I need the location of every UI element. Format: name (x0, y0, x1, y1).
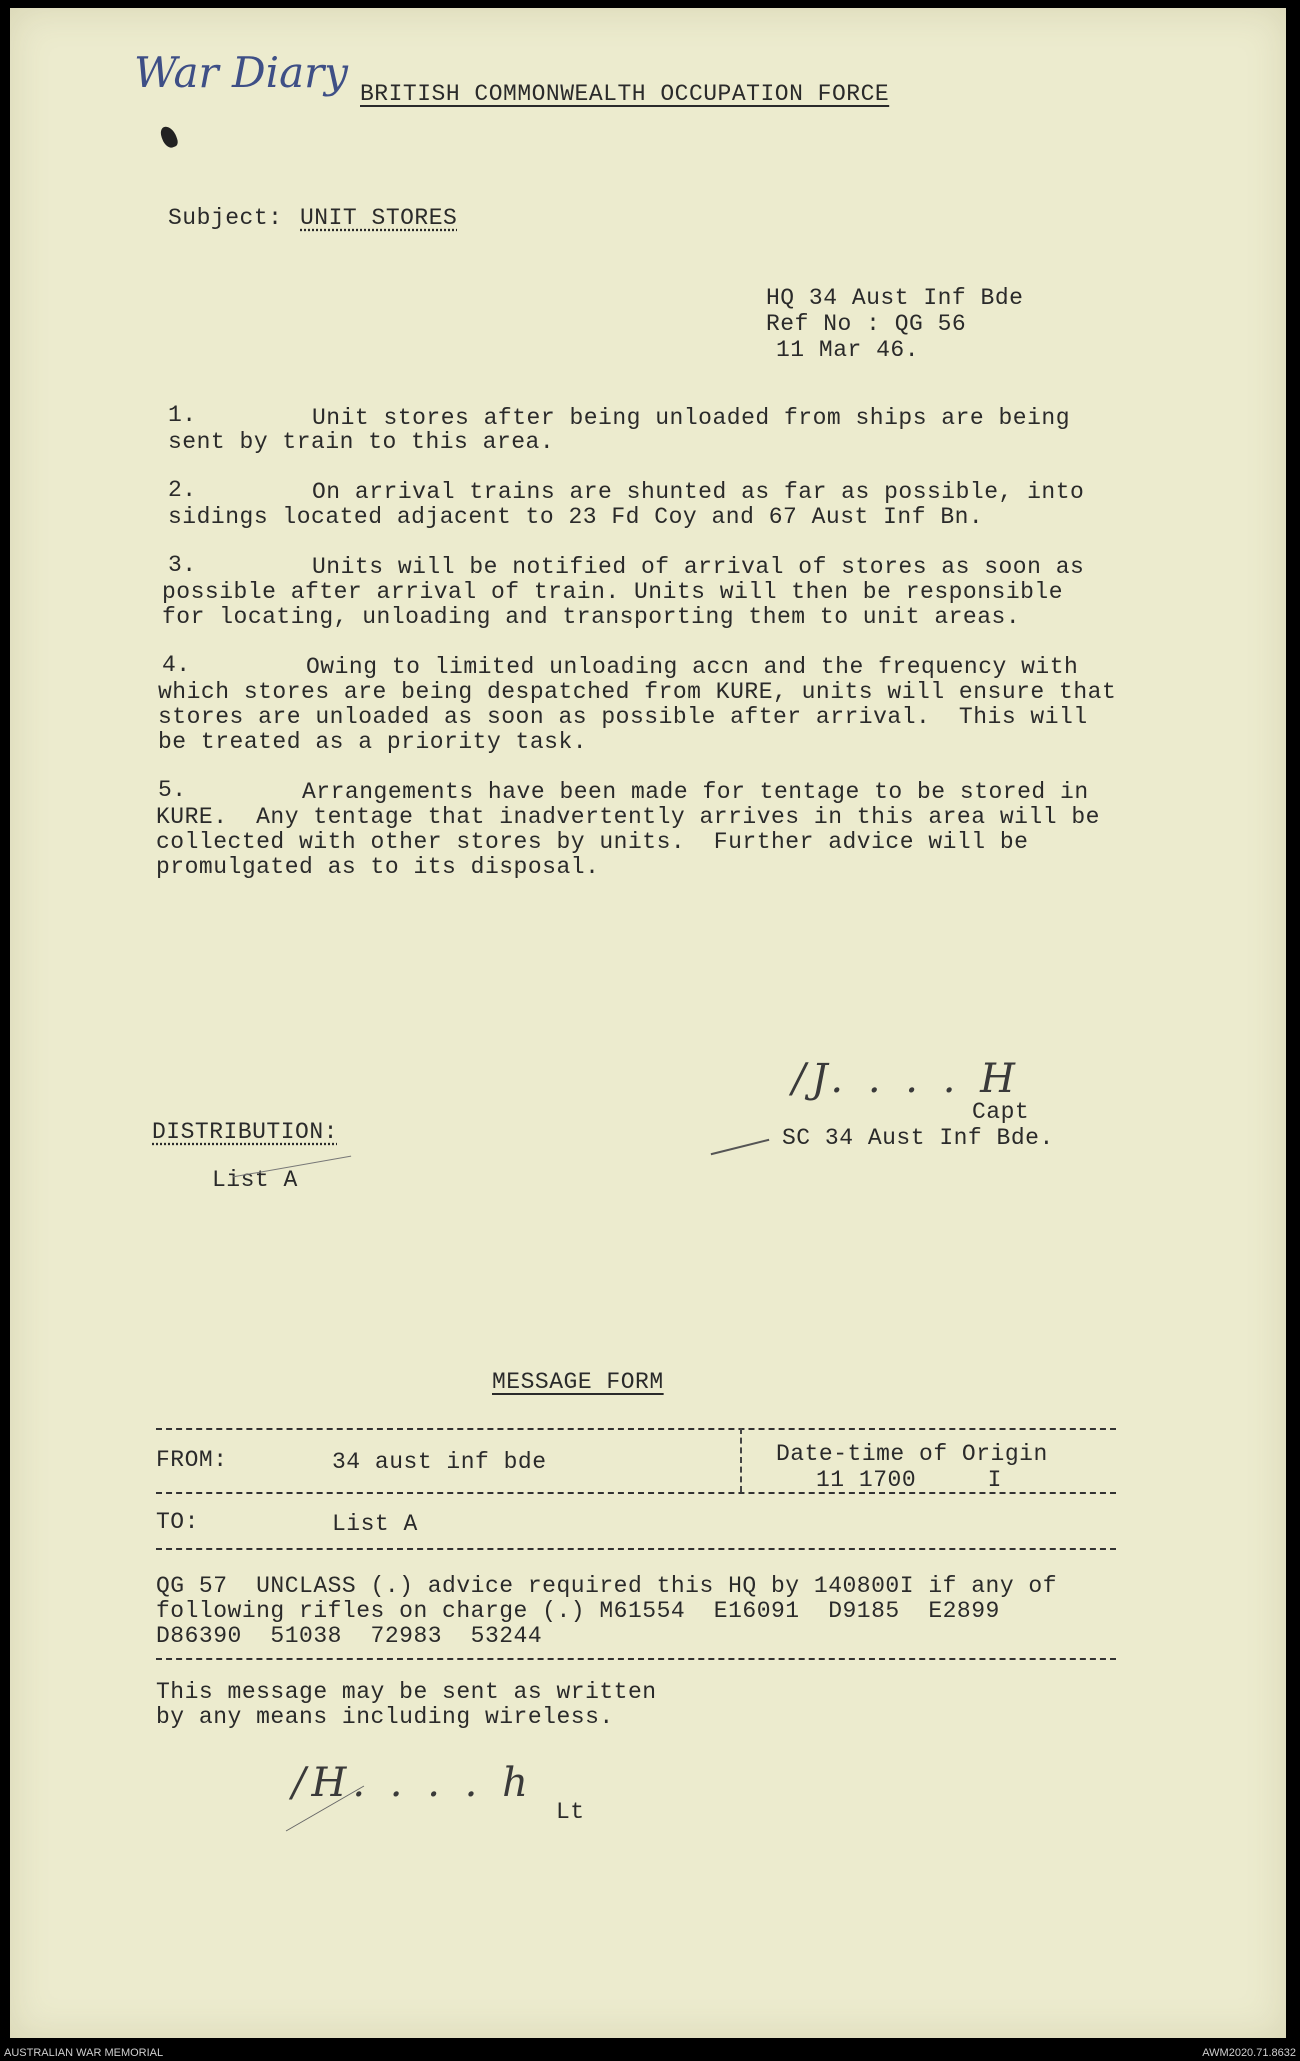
distribution-list: List A (212, 1167, 298, 1193)
paragraph-number: 2. (168, 477, 197, 503)
form-rule-middle (156, 1492, 1116, 1494)
ink-blot (159, 124, 180, 149)
paragraph-number: 5. (158, 777, 187, 803)
paragraph-number: 1. (168, 402, 197, 428)
paragraph-line: Unit stores after being unloaded from ships are being (312, 405, 1071, 431)
transmission-note-line: This message may be sent as written (156, 1679, 657, 1705)
footer-institution: AUSTRALIAN WAR MEMORIAL (4, 2047, 164, 2059)
lieutenant-rank: Lt (556, 1799, 585, 1825)
paragraph-line: Units will be notified of arrival of stores as soon as (312, 554, 1085, 580)
subject-value: UNIT STORES (300, 205, 458, 231)
message-body-line: following rifles on charge (.) M61554 E16091 D9185 E2899 (156, 1598, 1000, 1624)
paragraph-line: promulgated as to its disposal. (156, 854, 600, 880)
paragraph-number: 4. (162, 652, 191, 678)
signer-rank: Capt (972, 1099, 1030, 1125)
captain-signature: /J. . . . H (792, 1056, 1022, 1102)
dtg-value: 11 1700 I (816, 1467, 1002, 1493)
subject-label: Subject: (168, 205, 283, 231)
paragraph-line: for locating, unloading and transporting them to unit areas. (162, 604, 1021, 630)
transmission-note-line: by any means including wireless. (156, 1704, 614, 1730)
paragraph-line: stores are unloaded as soon as possible after arrival. This will (158, 704, 1088, 730)
from-label: FROM: (156, 1447, 228, 1473)
handwritten-annotation: War Diary (134, 48, 348, 97)
document-page (10, 8, 1286, 2038)
hq-reference: HQ 34 Aust Inf Bde (766, 285, 1024, 311)
paragraph-line: Owing to limited unloading accn and the frequency with (306, 654, 1079, 680)
footer-accession-number: AWM2020.71.8632 (1202, 2047, 1296, 2059)
message-body-line: QG 57 UNCLASS (.) advice required this HQ by 140800I if any of (156, 1573, 1058, 1599)
paragraph-line: KURE. Any tentage that inadvertently arrives in this area will be (156, 804, 1100, 830)
pen-mark (711, 1139, 770, 1155)
to-value: List A (332, 1511, 418, 1537)
paragraph-line: sidings located adjacent to 23 Fd Coy and 67 Aust Inf Bn. (168, 504, 984, 530)
dtg-label: Date-time of Origin (776, 1441, 1048, 1467)
paragraph-line: possible after arrival of train. Units will then be responsible (162, 579, 1064, 605)
paragraph-line: sent by train to this area. (168, 429, 555, 455)
form-rule-top (156, 1428, 1116, 1430)
distribution-label: DISTRIBUTION: (152, 1119, 338, 1145)
to-label: TO: (156, 1509, 199, 1535)
from-value: 34 aust inf bde (332, 1449, 547, 1475)
paragraph-line: which stores are being despatched from KURE, units will ensure that (158, 679, 1117, 705)
form-rule-lower (156, 1548, 1116, 1550)
document-date: 11 Mar 46. (776, 337, 920, 363)
paragraph-line: Arrangements have been made for tentage to be stored in (302, 779, 1089, 805)
ref-number: Ref No : QG 56 (766, 311, 967, 337)
message-body-line: D86390 51038 72983 53244 (156, 1623, 543, 1649)
form-rule-bottom (156, 1658, 1116, 1660)
paragraph-line: On arrival trains are shunted as far as possible, into (312, 479, 1085, 505)
lieutenant-signature: /H. . . . h (292, 1760, 534, 1806)
paragraph-line: be treated as a priority task. (158, 729, 588, 755)
document-header: BRITISH COMMONWEALTH OCCUPATION FORCE (360, 81, 890, 107)
paragraph-line: collected with other stores by units. Further advice will be (156, 829, 1029, 855)
signer-appointment: SC 34 Aust Inf Bde. (782, 1125, 1054, 1151)
paragraph-number: 3. (168, 552, 197, 578)
form-divider-vertical (740, 1428, 742, 1492)
message-form-title: MESSAGE FORM (492, 1369, 664, 1395)
